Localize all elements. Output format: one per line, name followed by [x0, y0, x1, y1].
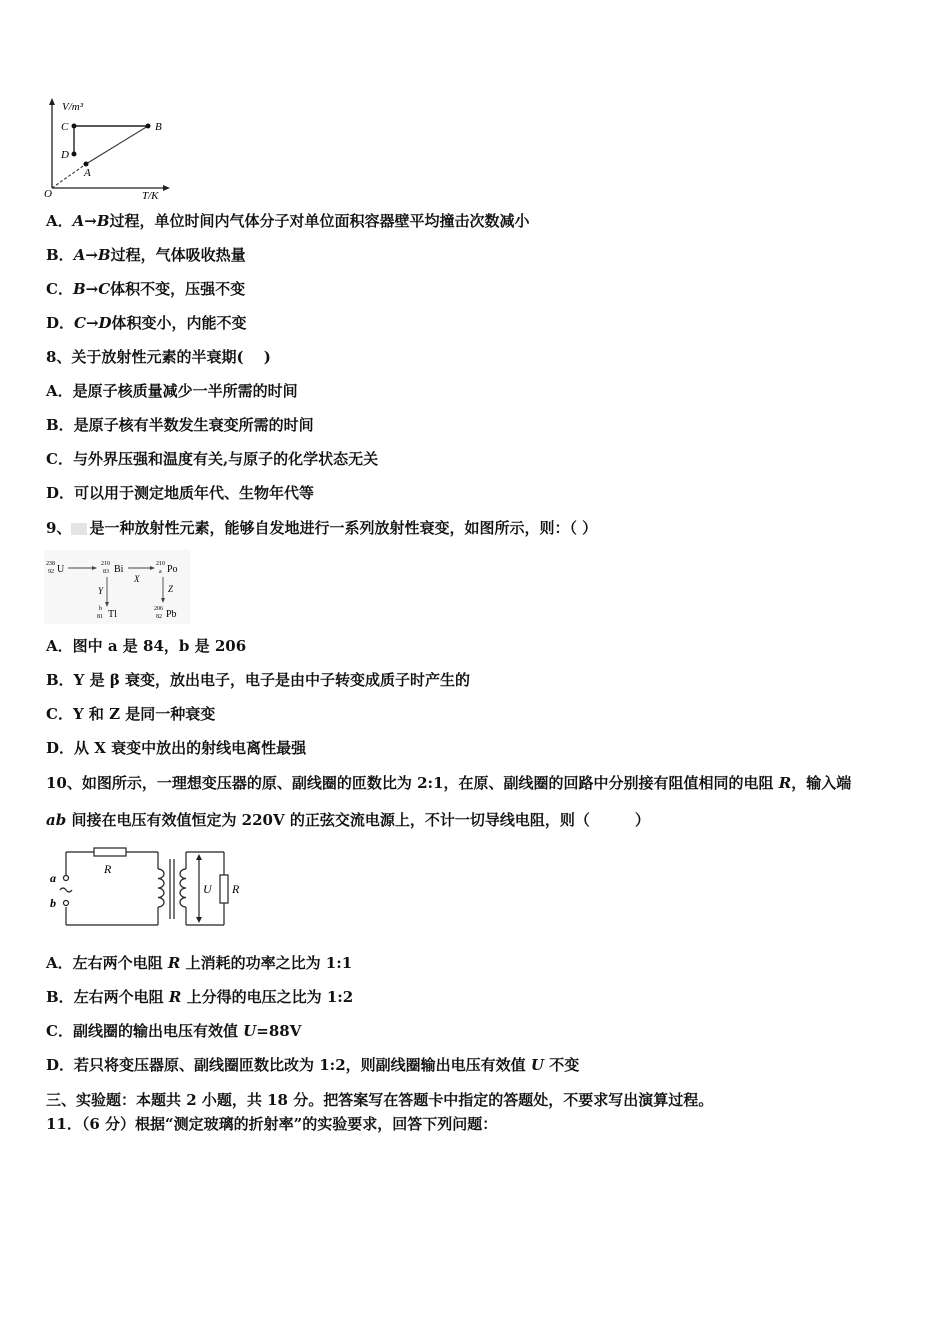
q10-option-a: A．左右两个电阻 R 上消耗的功率之比为 1:1 — [46, 954, 353, 972]
tl-mass: b — [99, 606, 102, 612]
q10-stem-line2: ab 间接在电压有效值恒定为 220V 的正弦交流电源上，不计一切导线电阻，则（ ） — [46, 811, 650, 829]
vt-point-b: B — [155, 121, 162, 133]
q7-option-c: C．B→C体积不变，压强不变 — [46, 280, 246, 298]
resistor-right-label: R — [232, 882, 240, 896]
decay-z-label: Z — [168, 584, 174, 594]
q9-option-c: C．Y 和 Z 是同一种衰变 — [46, 705, 216, 723]
section-3-heading: 三、实验题：本题共 2 小题，共 18 分。把答案写在答题卡中指定的答题处，不要求写出演算过程。 — [46, 1091, 714, 1109]
u-mass: 238 — [46, 561, 55, 567]
uranium-inline-symbol — [71, 523, 87, 535]
q10-option-c: C．副线圈的输出电压有效值 U=88V — [46, 1022, 302, 1040]
tl-symbol: Tl — [108, 609, 117, 620]
terminal-a: a — [50, 871, 56, 885]
vt-point-c: C — [61, 121, 69, 133]
vt-point-d: D — [61, 149, 69, 161]
po-symbol: Po — [167, 564, 178, 575]
u-symbol: U — [57, 564, 65, 575]
q8-option-b: B．是原子核有半数发生衰变所需的时间 — [46, 416, 314, 434]
vt-xlabel: T/K — [142, 190, 159, 200]
q7-option-d: D．C→D体积变小，内能不变 — [46, 314, 247, 332]
voltage-u-label: U — [203, 882, 212, 896]
vt-point-a: A — [84, 167, 91, 179]
tl-z: 81 — [97, 614, 103, 620]
u-z: 92 — [48, 569, 54, 575]
q7-option-a: A．A→B过程，单位时间内气体分子对单位面积容器壁平均撞击次数减小 — [46, 212, 530, 230]
q9-option-b: B．Y 是 β 衰变，放出电子，电子是由中子转变成质子时产生的 — [46, 671, 471, 689]
po-mass: 210 — [156, 561, 165, 567]
q10-option-b: B．左右两个电阻 R 上分得的电压之比为 1:2 — [46, 988, 354, 1006]
decay-y-label: Y — [98, 586, 104, 596]
transformer-circuit — [46, 845, 252, 935]
q9-option-a: A．图中 a 是 84，b 是 206 — [46, 637, 247, 655]
pb-symbol: Pb — [166, 609, 177, 620]
po-z: a — [159, 569, 162, 575]
q9-option-d: D．从 X 衰变中放出的射线电离性最强 — [46, 739, 307, 757]
q10-stem-line1: 10、如图所示，一理想变压器的原、副线圈的匝数比为 2:1，在原、副线圈的回路中分别接有阻值相同的电阻 R，输入端 — [46, 774, 852, 792]
bi-mass: 210 — [101, 561, 110, 567]
pb-mass: 206 — [154, 606, 163, 612]
terminal-b: b — [50, 896, 56, 910]
q8-stem: 8、关于放射性元素的半衰期( ) — [46, 348, 271, 366]
bi-symbol: Bi — [114, 564, 124, 575]
q8-option-c: C．与外界压强和温度有关,与原子的化学状态无关 — [46, 450, 379, 468]
q11-stem: 11．（6 分）根据“测定玻璃的折射率”的实验要求，回答下列问题： — [46, 1115, 498, 1133]
q9-stem: 9、 是一种放射性元素，能够自发地进行一系列放射性衰变，如图所示，则：（ ） — [46, 519, 598, 537]
bi-z: 83 — [103, 569, 109, 575]
resistor-left-label: R — [104, 862, 112, 876]
q10-option-d: D．若只将变压器原、副线圈匝数比改为 1:2，则副线圈输出电压有效值 U 不变 — [46, 1056, 580, 1074]
decay-chain-diagram — [44, 550, 190, 624]
pb-z: 82 — [156, 614, 162, 620]
q8-option-d: D．可以用于测定地质年代、生物年代等 — [46, 484, 315, 502]
vt-graph — [40, 96, 180, 200]
q8-option-a: A．是原子核质量减少一半所需的时间 — [46, 382, 298, 400]
q7-option-b: B．A→B过程，气体吸收热量 — [46, 246, 246, 264]
vt-ylabel: V/m³ — [62, 101, 84, 113]
vt-origin: O — [44, 188, 52, 200]
decay-x-label: X — [134, 574, 140, 584]
